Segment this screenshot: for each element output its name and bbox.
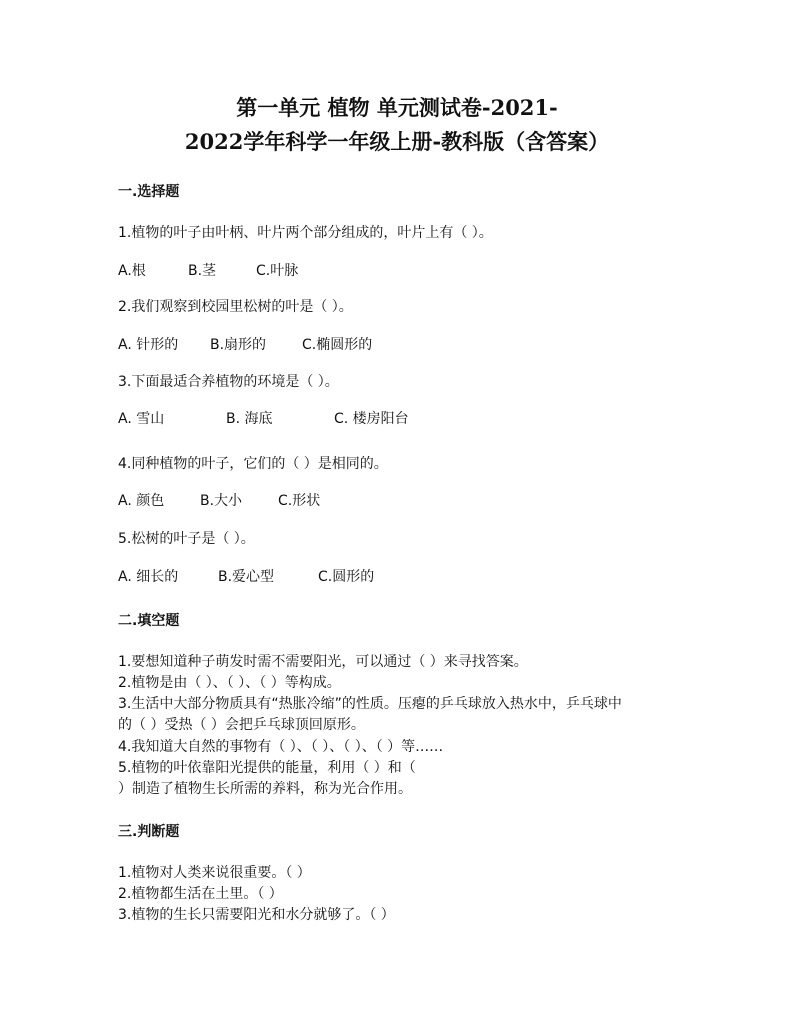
choice-options-5: [118, 568, 374, 586]
fill-line-4: 的（ ）受热（ ）会把乒乓球顶回原形。: [118, 717, 365, 733]
fill-line-1: 1.要想知道种子萌发时需不需要阳光，可以通过（ ）来寻找答案。: [118, 654, 528, 670]
document-title-line1: 第一单元 植物 单元测试卷-2021-: [236, 95, 558, 120]
fill-line-2: 2.植物是由（ ）、（ ）、（ ）等构成。: [118, 675, 341, 691]
option-a: A. 颜色: [118, 493, 165, 509]
section-heading-fill: 二.填空题: [118, 613, 180, 629]
choice-options-1: [118, 262, 298, 280]
option-b: B.扇形的: [210, 337, 267, 353]
choice-options-2: [118, 336, 372, 354]
fill-line-6: 5.植物的叶依靠阳光提供的能量，利用（ ）和（: [118, 760, 416, 776]
option-c: C. 楼房阳台: [334, 411, 409, 427]
section-heading-choice: 一.选择题: [118, 184, 180, 200]
option-c: C.叶脉: [256, 263, 299, 279]
option-c: C.形状: [278, 493, 321, 509]
fill-line-5: 4.我知道大自然的事物有（ ）、（ ）、（ ）、（ ）等……: [118, 739, 444, 755]
judge-line-1: 1.植物对人类来说很重要。（ ）: [118, 865, 311, 881]
option-b: B.爱心型: [218, 569, 275, 585]
choice-options-4: [118, 492, 320, 510]
judge-line-3: 3.植物的生长只需要阳光和水分就够了。（ ）: [118, 907, 395, 923]
fill-line-3: 3.生活中大部分物质具有“热胀冷缩”的性质。压瘪的乒乓球放入热水中，乒乓球中: [118, 696, 622, 712]
choice-question-5: 5.松树的叶子是（ ）。: [118, 531, 255, 547]
option-b: B. 海底: [226, 411, 273, 427]
option-a: A. 针形的: [118, 337, 179, 353]
option-c: C.椭圆形的: [302, 337, 373, 353]
choice-question-2: 2.我们观察到校园里松树的叶是（ ）。: [118, 299, 353, 315]
judge-line-2: 2.植物都生活在土里。（ ）: [118, 886, 283, 902]
option-c: C.圆形的: [318, 569, 375, 585]
option-a: A. 细长的: [118, 569, 179, 585]
fill-line-7: ）制造了植物生长所需的养料，称为光合作用。: [118, 781, 412, 797]
choice-question-3: 3.下面最适合养植物的环境是（ ）。: [118, 374, 339, 390]
option-a: A. 雪山: [118, 411, 165, 427]
choice-options-3: [118, 410, 409, 428]
option-b: B.茎: [188, 263, 217, 279]
choice-question-4: 4.同种植物的叶子，它们的（ ）是相同的。: [118, 456, 388, 472]
option-b: B.大小: [200, 493, 243, 509]
document-title-line2: 2022学年科学一年级上册-教科版（含答案）: [184, 129, 610, 154]
option-a: A.根: [118, 263, 146, 279]
choice-question-1: 1.植物的叶子由叶柄、叶片两个部分组成的，叶片上有（ ）。: [118, 225, 493, 241]
section-heading-judge: 三.判断题: [118, 824, 180, 840]
